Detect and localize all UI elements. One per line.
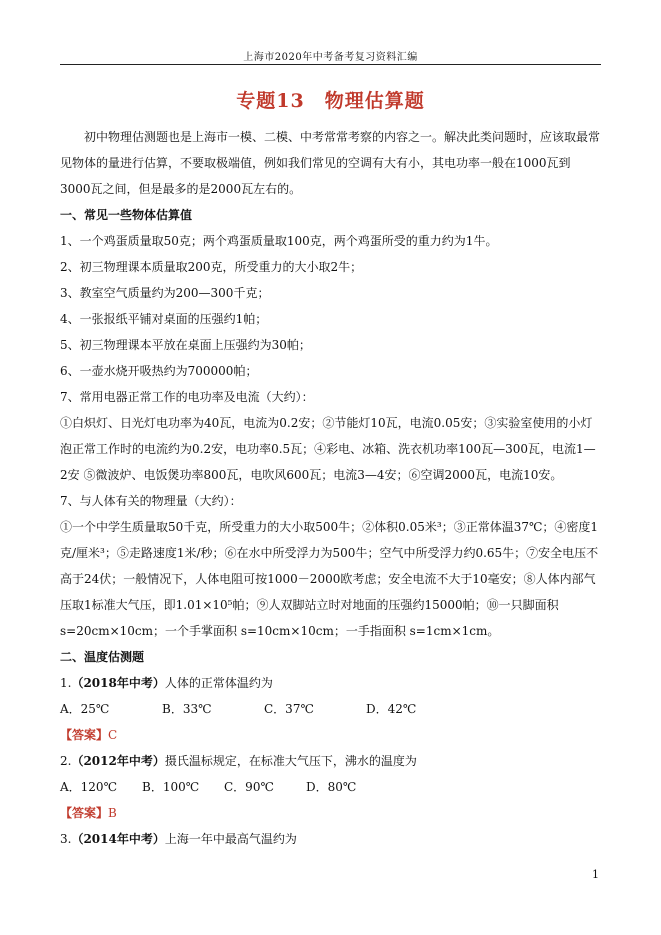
option-a: A．25℃ [60,702,110,716]
question-number: 2. [60,754,72,768]
list-item: 1、一个鸡蛋质量取50克；两个鸡蛋质量取100克，两个鸡蛋所受的重力约为1牛。 [60,234,498,248]
question-3 [60,826,601,852]
running-header: 上海市2020年中考备考复习资料汇编 [243,52,418,63]
option-b: B．100℃ [142,780,200,794]
answer-2 [60,800,601,826]
answer-tag: 【答案】 [60,806,109,820]
page-number: 1 [592,868,599,881]
answer-1 [60,722,601,748]
list-item: ①一个中学生质量取50千克，所受重力的大小取500牛；②体积0.05米³；③正常体温37℃；④密度1克/厘米³；⑤走路速度1米/秒；⑥在水中所受浮力为500牛；空气中所受浮力约0.65牛；⑦安全电压不高于24伏；一般情况下，人体电阻可按1000－2000欧考虑；安全电流不大于10毫安；⑧人体内部气压取1标准大气压，即1.01×10⁵帕；⑨人双脚站立时对地面的压强约15000帕；⑩一只脚面积 s=20cm×10cm；一个手掌面积 s=10cm×10cm；一手指面积 s=1cm×1cm。 [60,520,599,638]
option-a: A．120℃ [60,780,117,794]
question-stem: 人体的正常体温约为 [164,676,273,690]
option-c: C．37℃ [264,702,314,716]
question-source: （2014年中考） [71,832,165,846]
header-rule [60,64,601,65]
options-row [60,696,601,722]
option-d: D．80℃ [306,780,357,794]
list-item: ①白炽灯、日光灯电功率为40瓦，电流为0.2安；②节能灯10瓦，电流0.05安；③实验室使用的小灯泡正常工作时的电流约为0.2安，电功率0.5瓦；④彩电、冰箱、洗衣机功率100瓦—300瓦，电流1—2安 ⑤微波炉、电饭煲功率800瓦，电吹风600瓦；电流3—4安；⑥空调2000瓦，电流10安。 [60,416,596,482]
list-item: 2、初三物理课本质量取200克，所受重力的大小取2牛； [60,260,363,274]
list-item: 7、常用电器正常工作的电功率及电流（大约）： [60,390,314,404]
option-b: B．33℃ [162,702,212,716]
question-1 [60,670,601,696]
list-item: 7、与人体有关的物理量（大约）： [60,494,242,508]
question-source: （2018年中考） [71,676,165,690]
option-c: C．90℃ [224,780,274,794]
question-source: （2012年中考） [71,754,165,768]
question-stem: 摄氏温标规定，在标准大气压下，沸水的温度为 [164,754,417,768]
option-d: D．42℃ [366,702,417,716]
list-item: 3、教室空气质量约为200—300千克； [60,286,270,300]
section-1-heading: 一、常见一些物体估算值 [60,208,193,222]
question-2 [60,748,601,774]
question-number: 3. [60,832,72,846]
question-number: 1. [60,676,72,690]
list-item: 5、初三物理课本平放在桌面上压强约为30帕； [60,338,311,352]
list-item: 6、一壶水烧开吸热约为700000帕； [60,364,258,378]
options-row [60,774,601,800]
intro-paragraph: 初中物理估测题也是上海市一模、二模、中考常常考察的内容之一。解决此类问题时，应该取最常见物体的量进行估算，不要取极端值，例如我们常见的空调有大有小，其电功率一般在1000瓦到3000瓦之间，但是最多的是2000瓦左右的。 [60,130,601,196]
list-item: 4、一张报纸平铺对桌面的压强约1帕； [60,312,268,326]
document-body [60,124,601,852]
document-title: 专题13 物理估算题 [236,90,425,112]
answer-value: B [108,806,117,820]
question-stem: 上海一年中最高气温约为 [164,832,297,846]
answer-value: C [108,728,118,742]
section-2-heading: 二、温度估测题 [60,650,145,664]
answer-tag: 【答案】 [60,728,109,742]
